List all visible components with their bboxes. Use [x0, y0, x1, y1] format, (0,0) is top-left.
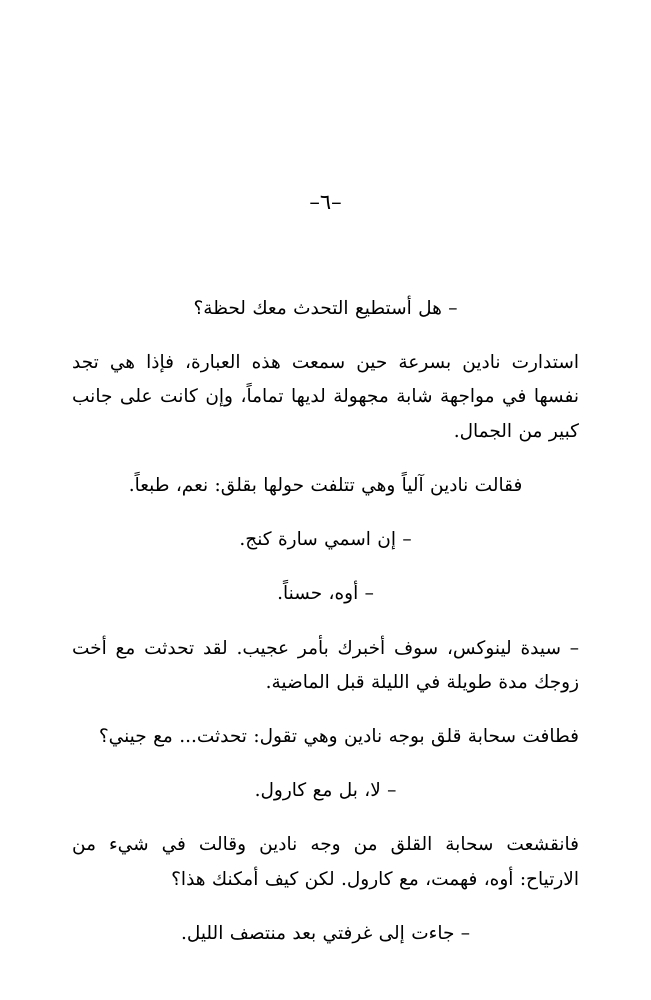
- paragraph: – جاءت إلى غرفتي بعد منتصف الليل.: [180, 922, 471, 944]
- paragraph: فانقشعت سحابة القلق من وجه نادين وقالت في شيء من الارتياح: أوه، فهمت، مع كارول. لكن كيف أمكنك هذا؟: [72, 834, 579, 890]
- paragraph: فطافت سحابة قلق بوجه نادين وهي تقول: تحدثت... مع جيني؟: [98, 725, 579, 747]
- page-content: [72, 190, 579, 951]
- paragraph: – أوه، حسناً.: [277, 583, 374, 605]
- chapter-number: –٦–: [309, 190, 342, 214]
- paragraph: – إن اسمي سارة كنج.: [239, 529, 412, 551]
- paragraph: – لا، بل مع كارول.: [254, 780, 397, 802]
- paragraph: فقالت نادين آلياً وهي تتلفت حولها بقلق: نعم، طبعاً.: [128, 474, 523, 496]
- paragraph: – سيدة لينوكس، سوف أخبرك بأمر عجيب. لقد تحدثت مع أخت زوجك مدة طويلة في الليلة قبل الماضية.: [72, 637, 579, 693]
- paragraph: – هل أستطيع التحدث معك لحظة؟: [193, 298, 458, 319]
- paragraph: استدارت نادين بسرعة حين سمعت هذه العبارة، فإذا هي تجد نفسها في مواجهة شابة مجهولة لديها تماماً، وإن كانت على جانب كبير من الجمال.: [72, 352, 579, 442]
